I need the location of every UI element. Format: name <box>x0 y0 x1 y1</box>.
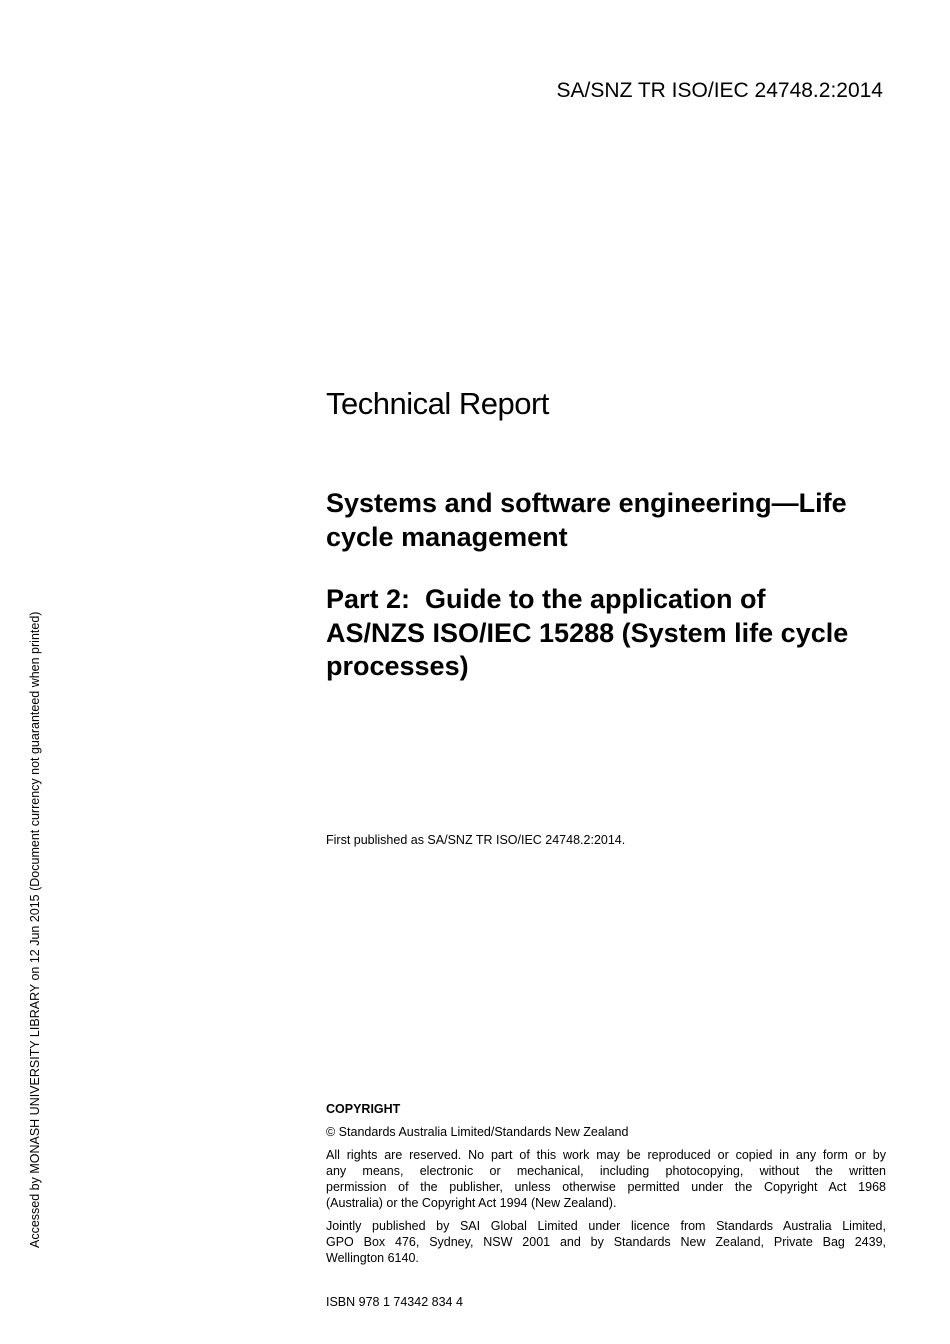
isbn: ISBN 978 1 74342 834 4 <box>326 1295 463 1309</box>
copyright-publisher <box>326 1218 886 1266</box>
first-published-note: First published as SA/SNZ TR ISO/IEC 24748.2:2014. <box>326 833 626 847</box>
part-title <box>326 583 906 684</box>
document-title <box>326 487 906 554</box>
document-id: SA/SNZ TR ISO/IEC 24748.2:2014 <box>556 79 883 102</box>
copyright-heading: COPYRIGHT <box>326 1102 401 1116</box>
publisher-line: Wellington 6140. <box>326 1251 419 1265</box>
rights-line: any means, electronic or mechanical, including photocopying, without the written <box>326 1164 886 1178</box>
publisher-line: GPO Box 476, Sydney, NSW 2001 and by Standards New Zealand, Private Bag 2439, <box>326 1235 886 1249</box>
access-watermark: Accessed by MONASH UNIVERSITY LIBRARY on 12 Jun 2015 (Document currency not guaranteed when printed) <box>28 611 42 1248</box>
rights-line: (Australia) or the Copyright Act 1994 (New Zealand). <box>326 1196 617 1210</box>
copyright-section <box>326 1101 886 1273</box>
part-title-line: processes) <box>326 651 469 681</box>
copyright-rights <box>326 1147 886 1211</box>
title-line: Systems and software engineering—Life <box>326 488 847 518</box>
part-title-line: Part 2: Guide to the application of <box>326 584 766 614</box>
report-type: Technical Report <box>326 386 549 421</box>
title-line: cycle management <box>326 521 568 552</box>
rights-line: All rights are reserved. No part of this work may be reproduced or copied in any form or by <box>326 1148 886 1162</box>
copyright-owner: © Standards Australia Limited/Standards New Zealand <box>326 1125 629 1139</box>
part-title-line: AS/NZS ISO/IEC 15288 (System life cycle <box>326 617 849 648</box>
publisher-line: Jointly published by SAI Global Limited under licence from Standards Australia Limited, <box>326 1219 886 1233</box>
rights-line: permission of the publisher, unless otherwise permitted under the Copyright Act 1968 <box>326 1180 886 1194</box>
